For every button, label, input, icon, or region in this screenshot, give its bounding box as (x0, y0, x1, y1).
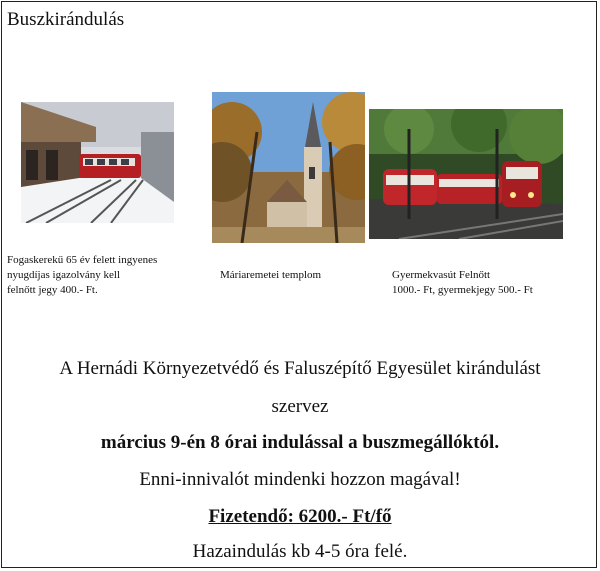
church-photo (212, 92, 365, 243)
return-info: Hazaindulás kb 4-5 óra felé. (192, 541, 408, 562)
cog-railway-caption: Fogaskerekű 65 év felett ingyenes nyugdíjas igazolvány kell felnőtt jegy 400.- Ft. (7, 254, 158, 296)
price-info: Fizetendő: 6200.- Ft/fő (208, 506, 392, 527)
page-title: Buszkirándulás (7, 9, 125, 30)
childrens-railway-caption: Gyermekvasút Felnőtt 1000.- Ft, gyermekjegy 500.- Ft (392, 269, 533, 296)
announcement-line-1: A Hernádi Környezetvédő és Faluszépítő Egyesület kirándulást (59, 358, 541, 379)
church-caption: Máriaremetei templom (220, 269, 322, 281)
cog-railway-photo (21, 102, 174, 223)
announcement-line-2: szervez (271, 396, 329, 417)
food-note: Enni-innivalót mindenki hozzon magával! (139, 469, 461, 490)
childrens-railway-photo (369, 109, 563, 239)
departure-info: március 9-én 8 órai indulással a buszmegállóktól. (100, 432, 500, 453)
